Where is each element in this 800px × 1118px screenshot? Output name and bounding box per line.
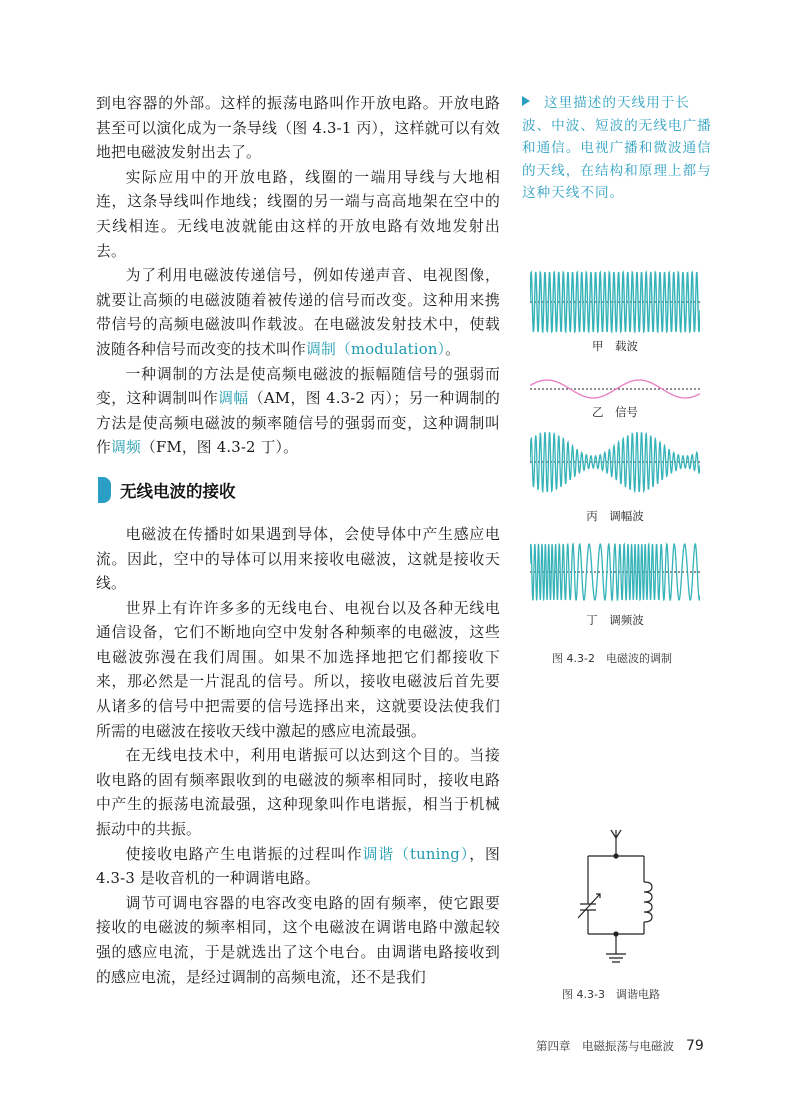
tuning-circuit-figure xyxy=(578,826,658,974)
paragraph-8: 使接收电路产生电谐振的过程叫作调谐（tuning），图 4.3-3 是收音机的一种调谐电路。 xyxy=(96,845,500,888)
inductor-icon xyxy=(644,882,652,922)
caption-fm: 丁 调频波 xyxy=(586,613,644,627)
caption-signal: 乙 信号 xyxy=(592,405,638,419)
keyword-modulation: 调制（modulation） xyxy=(305,340,446,358)
ground-icon xyxy=(606,934,626,962)
figure-2-title: 图 4.3-2 电磁波的调制 xyxy=(552,652,672,665)
antenna-icon xyxy=(611,830,621,856)
paragraph-2: 实际应用中的开放电路，线圈的一端用导线与大地相连，这条导线叫作地线；线圈的另一端与高高地架在空中的天线相连。无线电波就能由这样的开放电路有效地发射出去。 xyxy=(96,168,500,260)
section-title: 无线电波的接收 xyxy=(120,481,236,501)
caption-am: 丙 调幅波 xyxy=(586,509,644,523)
paragraph-7: 在无线电技术中，利用电谐振可以达到这个目的。当接收电路的固有频率跟收到的电磁波的频率相同时，接收电路中产生的振荡电流最强，这种现象叫作电谐振，相当于机械振动中的共振。 xyxy=(96,747,500,839)
page-number: 79 xyxy=(686,1038,704,1054)
carrier-wave xyxy=(530,272,700,332)
paragraph-5: 电磁波在传播时如果遇到导体，会使导体中产生感应电流。因此，空中的导体可以用来接收电磁波，这就是接收天线。 xyxy=(96,525,500,593)
paragraph-9: 调节可调电容器的电容改变电路的固有频率，使它跟要接收的电磁波的频率相同，这个电磁波在调谐电路中激起较强的感应电流，于是就选出了这个电台。由调谐电路接收到的感应电流，是经过调制的高频电流，还不是我们 xyxy=(96,894,500,986)
margin-note: 这里描述的天线用于长波、中波、短波的无线电广播和通信。电视广播和微波通信的天线，在结构和原理上都与这种天线不同。 xyxy=(522,95,712,201)
paragraph-3: 为了利用电磁波传递信号，例如传递声音、电视图像，就要让高频的电磁波随着被传递的信号而改变。这种用来携带信号的高频电磁波叫作载波。在电磁波发射技术中，使载波随各种信号而改变的技术叫作调制（modulation）。 xyxy=(96,267,500,358)
section-marker-icon xyxy=(98,477,111,503)
keyword-tuning: 调谐（tuning） xyxy=(362,845,470,863)
chapter-title: 第四章 电磁振荡与电磁波 xyxy=(536,1039,674,1053)
keyword-fm: 调频 xyxy=(111,439,141,457)
modulation-waves-figure xyxy=(530,262,700,632)
variable-arrow-icon xyxy=(578,894,600,918)
paragraph-4: 一种调制的方法是使高频电磁波的振幅随信号的强弱而变，这种调制叫作调幅（AM，图 4.3-2 丙）；另一种调制的方法是使高频电磁波的频率随信号的强弱而变，这种调制叫作调频（FM，图 4.3-2 丁）。 xyxy=(96,365,501,457)
am-wave xyxy=(530,432,700,492)
section-heading xyxy=(96,475,500,505)
caption-carrier: 甲 载波 xyxy=(592,339,638,353)
paragraph-1: 到电容器的外部。这样的振荡电路叫作开放电路。开放电路甚至可以演化成为一条导线（图 4.3-1 丙），这样就可以有效地把电磁波发射出去了。 xyxy=(96,95,500,162)
page-footer xyxy=(536,1038,704,1054)
main-text xyxy=(96,92,500,990)
figure-3-title: 图 4.3-3 调谐电路 xyxy=(562,988,660,1001)
paragraph-6: 世界上有许许多多的无线电台、电视台以及各种无线电通信设备，它们不断地向空中发射各种频率的电磁波，这些电磁波弥漫在我们周围。如果不加选择地把它们都接收下来，那必然是一片混乱的信号。所以，接收电磁波后首先要从诸多的信号中把需要的信号选择出来，这就要设法使我们所需的电磁波在接收天线中激起的感应电流最强。 xyxy=(96,599,500,740)
keyword-am: 调幅 xyxy=(218,390,249,408)
note-arrow-icon xyxy=(522,96,530,106)
